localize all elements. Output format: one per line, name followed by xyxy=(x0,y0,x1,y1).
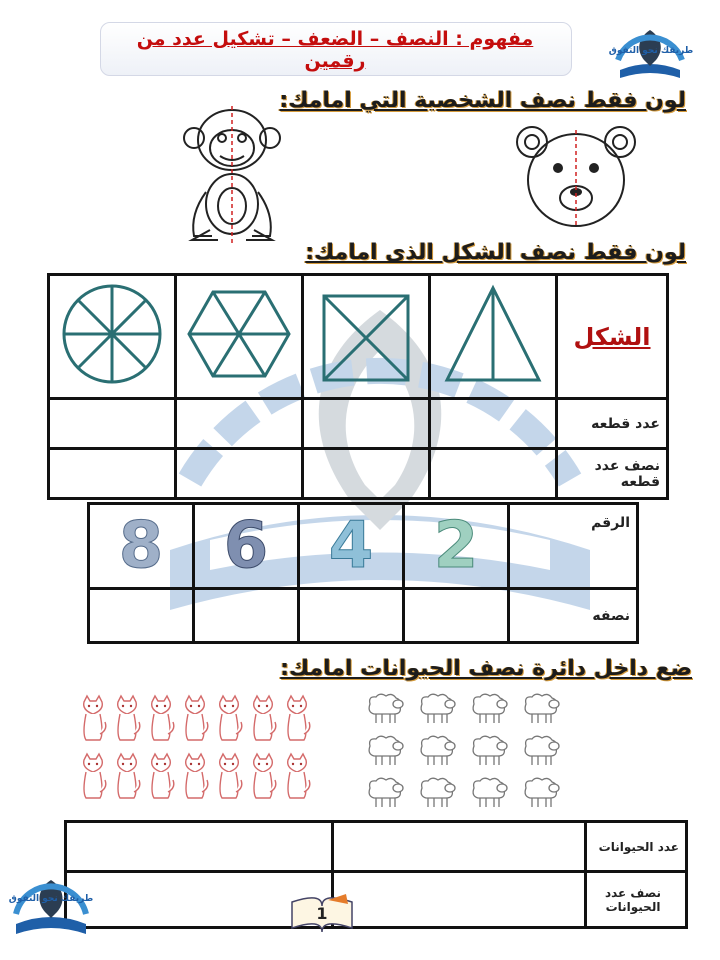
triangle-2-icon xyxy=(431,276,555,393)
cat-icon[interactable] xyxy=(282,752,312,802)
half-answer-cell-3[interactable] xyxy=(303,449,430,499)
count-answer-cell-4[interactable] xyxy=(430,399,557,449)
sheep-icon[interactable] xyxy=(468,732,510,768)
bear-drawing-icon xyxy=(512,120,640,230)
sheep-icon[interactable] xyxy=(364,690,406,726)
cat-icon[interactable] xyxy=(248,752,278,802)
digit-cell-6 xyxy=(194,504,299,589)
sheep-icon[interactable] xyxy=(468,690,510,726)
shape-cell-triangle xyxy=(430,275,557,399)
half-digit-cell-3[interactable] xyxy=(299,589,404,643)
shape-cell-circle xyxy=(49,275,176,399)
sheep-group xyxy=(364,690,574,816)
section2-title: لون فقط نصف الشكل الذى امامك: xyxy=(305,240,686,265)
count-answer-cell-1[interactable] xyxy=(49,399,176,449)
section3-title: ضع داخل دائرة نصف الحيوانات امامك: xyxy=(280,656,692,681)
sheep-icon[interactable] xyxy=(416,732,458,768)
section1-title: لون فقط نصف الشخصية التي امامك: xyxy=(279,88,686,113)
half-answer-cell-4[interactable] xyxy=(430,449,557,499)
animals-half-label: نصف عدد الحيوانات xyxy=(586,872,687,928)
half-digit-label: نصفه xyxy=(509,589,638,643)
digit-cell-2 xyxy=(404,504,509,589)
count-answer-cell-3[interactable] xyxy=(303,399,430,449)
shape-label-cell xyxy=(557,275,668,399)
digit-4: 4 xyxy=(328,509,374,583)
half-answer-cell-1[interactable] xyxy=(49,449,176,499)
sheep-icon[interactable] xyxy=(416,690,458,726)
numbers-table xyxy=(87,502,639,644)
circle-8-icon xyxy=(50,276,174,393)
logo-bottom-icon xyxy=(8,868,94,940)
half-digit-cell-2[interactable] xyxy=(194,589,299,643)
cat-icon[interactable] xyxy=(248,694,278,744)
monkey-drawing-icon xyxy=(172,104,292,246)
digit-cell-4 xyxy=(299,504,404,589)
digit-6: 6 xyxy=(223,509,269,583)
cats-group xyxy=(78,694,318,814)
animals-half-cell-2[interactable] xyxy=(333,872,586,928)
cat-icon[interactable] xyxy=(180,694,210,744)
page-number: 1 xyxy=(316,904,328,923)
cat-icon[interactable] xyxy=(146,752,176,802)
cat-icon[interactable] xyxy=(214,694,244,744)
sheep-icon[interactable] xyxy=(364,774,406,810)
half-answer-cell-2[interactable] xyxy=(176,449,303,499)
digit-cell-8 xyxy=(89,504,194,589)
half-digit-cell-4[interactable] xyxy=(404,589,509,643)
cat-icon[interactable] xyxy=(180,752,210,802)
sheep-icon[interactable] xyxy=(520,690,562,726)
square-4-icon xyxy=(304,276,428,393)
sheep-icon[interactable] xyxy=(416,774,458,810)
logo-text-top: طريقك نحو التفوق xyxy=(608,46,694,56)
header-title: مفهوم : النصف – الضعف – تشكيل عدد من رقمين xyxy=(136,28,534,72)
number-label: الرقم xyxy=(509,504,638,589)
shape-label: الشكل xyxy=(573,322,651,351)
animals-count-cell-1[interactable] xyxy=(66,822,333,872)
count-answer-cell-2[interactable] xyxy=(176,399,303,449)
cat-icon[interactable] xyxy=(78,752,108,802)
logo-text-bottom: طريقك نحو التفوق xyxy=(8,894,94,904)
digit-8: 8 xyxy=(118,509,164,583)
sheep-icon[interactable] xyxy=(520,774,562,810)
cat-icon[interactable] xyxy=(214,752,244,802)
animals-count-cell-2[interactable] xyxy=(333,822,586,872)
half-count-label: نصف عدد قطعه xyxy=(557,449,668,499)
cat-icon[interactable] xyxy=(146,694,176,744)
shape-cell-hexagon xyxy=(176,275,303,399)
animals-table xyxy=(64,820,688,929)
sheep-icon[interactable] xyxy=(468,774,510,810)
sheep-icon[interactable] xyxy=(364,732,406,768)
cat-icon[interactable] xyxy=(78,694,108,744)
sheep-icon[interactable] xyxy=(520,732,562,768)
cat-icon[interactable] xyxy=(112,752,142,802)
cat-icon[interactable] xyxy=(112,694,142,744)
count-label: عدد قطعه xyxy=(557,399,668,449)
digit-2: 2 xyxy=(433,509,479,583)
animals-count-label: عدد الحيوانات xyxy=(586,822,687,872)
hexagon-6-icon xyxy=(177,276,301,393)
shapes-table xyxy=(47,273,669,500)
shape-cell-square xyxy=(303,275,430,399)
half-digit-cell-1[interactable] xyxy=(89,589,194,643)
cat-icon[interactable] xyxy=(282,694,312,744)
